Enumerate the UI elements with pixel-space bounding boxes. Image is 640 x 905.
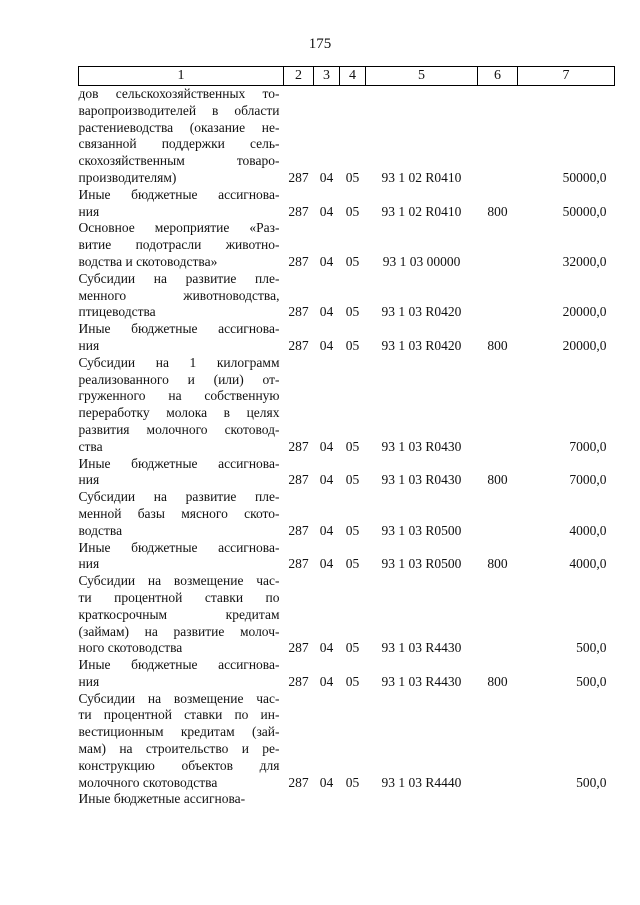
description-line: ния [78,472,100,488]
row-description [79,321,284,355]
amount: 500,0 [576,774,607,790]
description-line: Иные бюджетные ассигнова- [78,321,280,337]
description-line: Иные бюджетные ассигнова- [78,539,280,555]
expense-type-code [478,86,518,187]
subsection-code: 05 [345,203,360,219]
table-row [79,456,615,490]
expense-type-code: 800 [487,472,508,488]
admin-code: 287 [288,640,309,656]
description-line: Субсидии на возмещение час- [78,690,280,706]
description-line: Иные бюджетные ассигнова- [78,186,280,202]
description-line: Основное мероприятие «Раз- [78,220,280,236]
table-row [79,187,615,221]
page-number: 175 [308,36,332,52]
description-line: ного скотоводства [78,640,183,656]
description-line: скохозяйственным товаро- [78,153,280,169]
description-line: Иные бюджетные ассигнова- [78,455,280,471]
row-description [79,657,284,691]
admin-code: 287 [288,774,309,790]
admin-code: 287 [288,472,309,488]
row-description [79,573,284,657]
expense-type-code [478,691,518,792]
description-line: мам) на строительство и ре- [78,741,280,757]
subsection-code: 05 [345,304,360,320]
expense-type-code [478,791,518,808]
description-line: ния [78,673,100,689]
expense-type-code: 800 [487,673,508,689]
subsection-code: 05 [345,438,360,454]
description-line: ти процентной ставки по ин- [78,707,280,723]
table-row [79,691,615,792]
amount: 50000,0 [562,203,607,219]
amount: 20000,0 [562,304,607,320]
admin-code: 287 [288,556,309,572]
header-col-3: 3 [314,67,340,86]
section-code: 04 [319,522,334,538]
expense-type-code [478,220,518,270]
header-col-4: 4 [340,67,366,86]
description-line: ния [78,337,100,353]
table-row [79,489,615,539]
section-code: 04 [319,169,334,185]
budget-table [78,66,615,808]
subsection-code: 05 [345,556,360,572]
target-article-code: 93 1 02 R0410 [381,169,462,185]
amount: 500,0 [576,640,607,656]
description-line: (займам) на развитие молоч- [78,623,280,639]
admin-code: 287 [288,522,309,538]
subsection-code: 05 [345,673,360,689]
admin-code: 287 [288,337,309,353]
amount: 500,0 [576,673,607,689]
section-code: 04 [319,640,334,656]
target-article-code: 93 1 03 R0500 [381,556,462,572]
table-row [79,573,615,657]
section-code: 04 [319,304,334,320]
amount [518,791,615,808]
description-line: молочного скотоводства [78,774,218,790]
description-line: Иные бюджетные ассигнова- [78,791,246,807]
description-line: менного животноводства, [78,287,280,303]
target-article-code: 93 1 03 R0420 [381,337,462,353]
description-line: птицеводства [78,304,156,320]
row-description [79,86,284,187]
description-line: Субсидии на возмещение час- [78,573,280,589]
expense-type-code [478,573,518,657]
description-line: груженного на собственную [78,388,280,404]
target-article-code [366,791,478,808]
table-row [79,791,615,808]
description-line: Субсидии на развитие пле- [78,489,280,505]
admin-code: 287 [288,169,309,185]
admin-code: 287 [288,304,309,320]
section-code: 04 [319,203,334,219]
target-article-code: 93 1 03 R0430 [381,438,462,454]
description-line: реализованного и (или) от- [78,371,280,387]
target-article-code: 93 1 03 R4430 [381,640,462,656]
table-row [79,86,615,187]
description-line: растениеводства (оказание не- [78,119,280,135]
admin-code: 287 [288,253,309,269]
amount: 7000,0 [569,472,607,488]
amount: 50000,0 [562,169,607,185]
description-line: связанной поддержки сель- [78,136,280,152]
admin-code: 287 [288,203,309,219]
row-description [79,355,284,456]
table-row [79,540,615,574]
description-line: Субсидии на развитие пле- [78,270,280,286]
table-body [79,86,615,809]
header-col-1: 1 [79,67,284,86]
description-line: дов сельскохозяйственных то- [78,86,280,101]
expense-type-code: 800 [487,203,508,219]
table-row [79,355,615,456]
row-description [79,691,284,792]
description-line: переработку молока в целях [78,405,280,421]
subsection-code: 05 [345,169,360,185]
description-line: витие подотрасли животно- [78,237,280,253]
subsection-code: 05 [345,640,360,656]
table-row [79,271,615,321]
section-code: 04 [319,774,334,790]
target-article-code: 93 1 03 R0500 [381,522,462,538]
target-article-code: 93 1 03 R0430 [381,472,462,488]
description-line: ния [78,556,100,572]
row-description [79,456,284,490]
amount: 4000,0 [569,556,607,572]
subsection-code: 05 [345,253,360,269]
amount: 4000,0 [569,522,607,538]
table-row [79,220,615,270]
description-line: ния [78,203,100,219]
target-article-code: 93 1 03 R0420 [381,304,462,320]
header-col-6: 6 [478,67,518,86]
amount: 20000,0 [562,337,607,353]
row-description [79,271,284,321]
section-code: 04 [319,337,334,353]
row-description [79,489,284,539]
table-row [79,657,615,691]
expense-type-code [478,489,518,539]
section-code: 04 [319,673,334,689]
description-line: развития молочного скотовод- [78,421,280,437]
description-line: менной базы мясного ското- [78,505,280,521]
admin-code: 287 [288,438,309,454]
subsection-code: 05 [345,522,360,538]
header-col-7: 7 [518,67,615,86]
description-line: Иные бюджетные ассигнова- [78,657,280,673]
admin-code [284,791,314,808]
subsection-code [340,791,366,808]
section-code: 04 [319,472,334,488]
expense-type-code [478,271,518,321]
section-code: 04 [319,253,334,269]
description-line: ти процентной ставки по [78,589,280,605]
description-line: производителям) [78,169,177,185]
description-line: Субсидии на 1 килограмм [78,354,280,370]
header-col-2: 2 [284,67,314,86]
header-col-5: 5 [366,67,478,86]
expense-type-code: 800 [487,556,508,572]
description-line: водства и скотоводства» [78,253,218,269]
amount: 32000,0 [562,253,607,269]
target-article-code: 93 1 02 R0410 [381,203,462,219]
description-line: краткосрочным кредитам [78,606,280,622]
admin-code: 287 [288,673,309,689]
target-article-code: 93 1 03 R4430 [381,673,462,689]
row-description [79,540,284,574]
target-article-code: 93 1 03 00000 [382,253,461,269]
description-line: вестиционным кредитам (зай- [78,724,280,740]
subsection-code: 05 [345,337,360,353]
subsection-code: 05 [345,472,360,488]
description-line: варопроизводителей в области [78,102,280,118]
amount: 7000,0 [569,438,607,454]
section-code: 04 [319,556,334,572]
row-description [79,187,284,221]
table-row [79,321,615,355]
description-line: ства [78,438,103,454]
target-article-code: 93 1 03 R4440 [381,774,462,790]
subsection-code: 05 [345,774,360,790]
section-code: 04 [319,438,334,454]
description-line: конструкцию объектов для [78,757,280,773]
section-code [314,791,340,808]
row-description [79,220,284,270]
expense-type-code [478,355,518,456]
header-row [79,67,615,86]
expense-type-code: 800 [487,337,508,353]
description-line: водства [78,522,123,538]
row-description [79,791,284,808]
